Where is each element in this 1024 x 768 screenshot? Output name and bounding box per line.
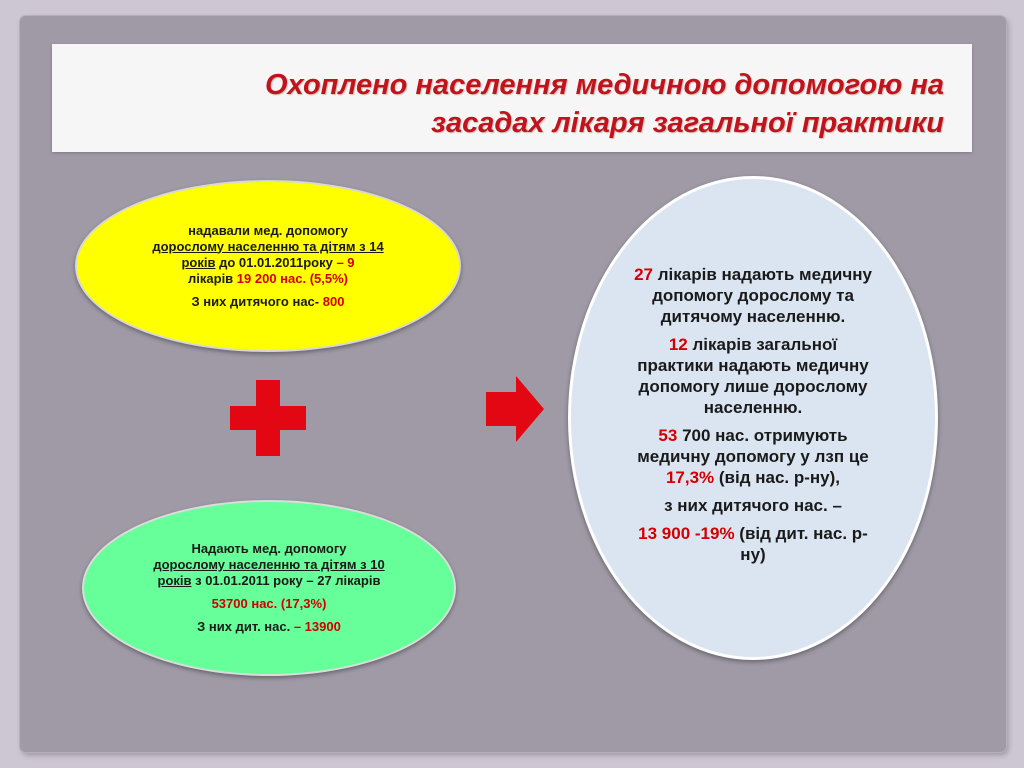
yellow-population: 19 200 нас. (5,5%) — [236, 270, 348, 286]
yellow-dash: – — [336, 254, 348, 270]
yellow-children — [192, 294, 345, 310]
blue-p1-text: лікарів надають медичну допомогу дорослому та дитячому населенню. — [652, 265, 872, 326]
blue-p2-text: лікарів загальної практики надають медичну допомогу лише дорослому населенню. — [637, 335, 869, 417]
blue-p5-red: 13 900 -19% — [638, 524, 735, 543]
green-children-value: – 13900 — [293, 619, 341, 634]
blue-paragraph-3 — [633, 425, 873, 488]
blue-paragraph-2 — [633, 334, 873, 418]
green-population: 53700 нас. (17,3%) — [211, 596, 327, 611]
green-line-1: Надають мед. допомогу — [191, 541, 347, 556]
yellow-ellipse-before — [75, 180, 461, 352]
blue-p3-text-1: 700 нас. отримують медичну допомогу у лзп це — [637, 426, 869, 466]
title-line-1: Охоплено населення медичною допомогою на — [264, 69, 944, 101]
green-children-label: З них дит. нас. — [197, 619, 294, 634]
green-text — [144, 541, 394, 589]
plus-icon — [230, 380, 306, 456]
blue-paragraph-1 — [633, 264, 873, 327]
yellow-children-label: З них дитячого нас- — [191, 293, 323, 309]
blue-p1-number: 27 — [634, 265, 653, 284]
green-underlined: дорослому населенню та дітям з 10 років — [153, 557, 385, 588]
blue-p3-percent: 17,3% — [665, 468, 715, 487]
blue-paragraph-5 — [633, 523, 873, 565]
blue-p3-number: 53 — [658, 426, 678, 445]
yellow-children-value: 800 — [322, 293, 345, 309]
blue-ellipse-summary — [568, 176, 938, 660]
green-date: з 01.01.2011 року – 27 лікарів — [191, 573, 381, 588]
yellow-doctors-count: 9 — [347, 254, 355, 270]
blue-p5-text: (від дит. нас. р-ну) — [734, 524, 868, 564]
blue-p2-number: 12 — [668, 335, 688, 354]
yellow-underlined: дорослому населенню та дітям з 14 років — [152, 238, 384, 270]
arrow-right-icon — [486, 376, 544, 442]
title-box — [52, 44, 972, 152]
green-children — [197, 619, 341, 635]
title-line-2: засадах лікаря загальної практики — [431, 107, 944, 139]
yellow-doctors-label: лікарів — [188, 270, 237, 286]
blue-p3-text-2: (від нас. р-ну), — [714, 468, 841, 487]
green-ellipse-after — [82, 500, 456, 676]
slide-title — [84, 66, 944, 142]
yellow-line-1: надавали мед. допомогу — [188, 222, 348, 238]
yellow-date: до 01.01.2011року — [215, 254, 337, 270]
yellow-text — [137, 223, 399, 287]
blue-paragraph-4: з них дитячого нас. – — [664, 496, 842, 515]
